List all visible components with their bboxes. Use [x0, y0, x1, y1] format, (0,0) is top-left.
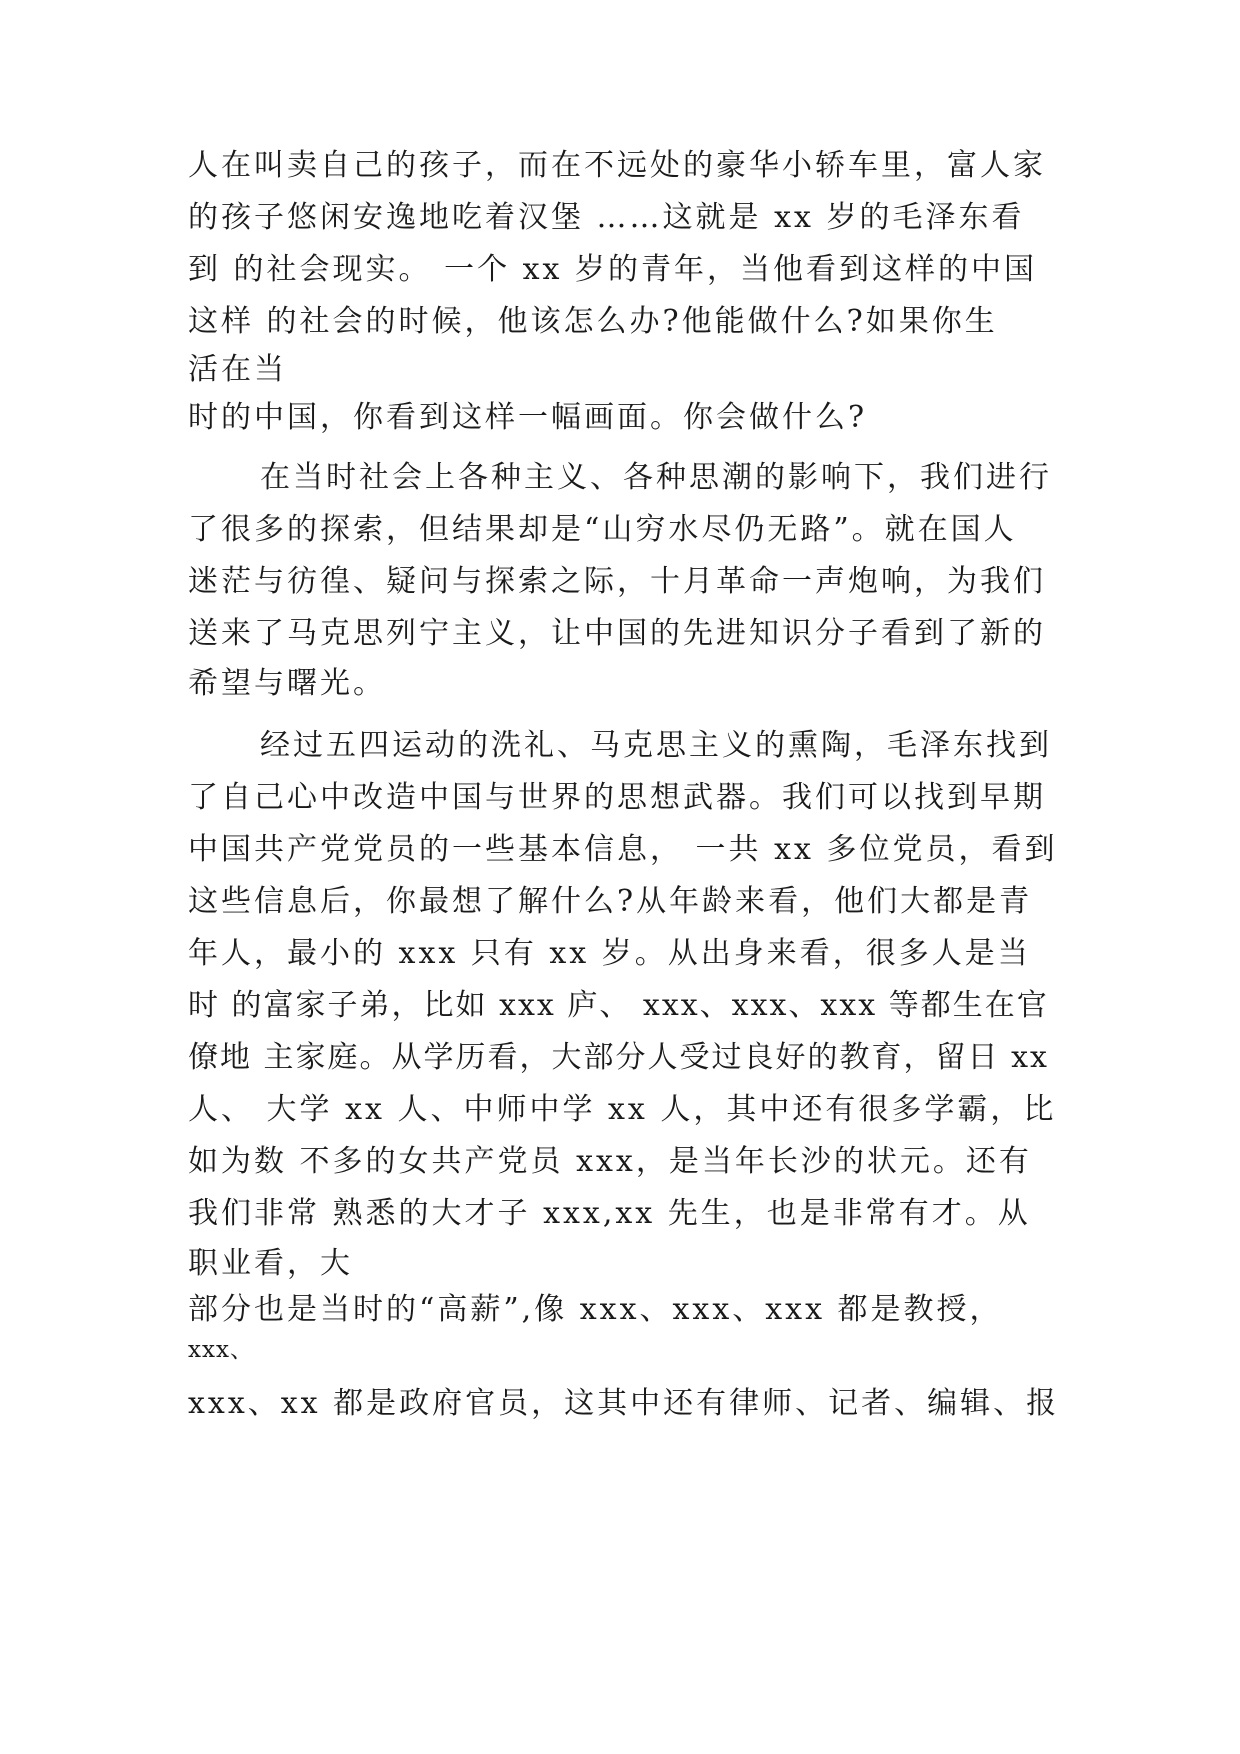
- body-text-line: xxx、xx 都是政府官员，这其中还有律师、记者、编辑、报: [188, 1386, 1060, 1421]
- body-text-line: 迷茫与彷徨、疑问与探索之际，十月革命一声炮响，为我们: [188, 564, 1046, 599]
- body-text-line: 年人，最小的 xxx 只有 xx 岁。从出身来看，很多人是当: [188, 936, 1031, 971]
- body-text-line: xxx、: [188, 1337, 254, 1363]
- body-text-line: 了自己心中改造中国与世界的思想武器。我们可以找到早期: [188, 780, 1046, 815]
- body-text-line: 时的中国，你看到这样一幅画面。你会做什么?: [188, 400, 868, 435]
- body-text-line: 人、 大学 xx 人、中师中学 xx 人，其中还有很多学霸，比: [188, 1092, 1057, 1127]
- body-text-line: 僚地 主家庭。从学历看，大部分人受过良好的教育，留日 xx: [188, 1040, 1049, 1075]
- body-text-line: 这些信息后，你最想了解什么?从年龄来看，他们大都是青: [188, 884, 1033, 919]
- body-text-line: 我们非常 熟悉的大才子 xxx,xx 先生，也是非常有才。从: [188, 1196, 1031, 1231]
- body-text-line: 了很多的探索，但结果却是“山穷水尽仍无路”。就在国人: [188, 512, 1017, 547]
- body-text-line: 这样 的社会的时候，他该怎么办?他能做什么?如果你生: [188, 304, 998, 339]
- body-text-line: 希望与曙光。: [188, 666, 386, 701]
- paragraph-first-line: 在当时社会上各种主义、各种思潮的影响下，我们进行: [260, 460, 1052, 495]
- paragraph-first-line: 经过五四运动的洗礼、马克思主义的熏陶，毛泽东找到: [260, 728, 1052, 763]
- body-text-line: 职业看，大: [188, 1246, 353, 1281]
- body-text-line: 如为数 不多的女共产党员 xxx，是当年长沙的状元。还有: [188, 1144, 1032, 1179]
- body-text-line: 送来了马克思列宁主义，让中国的先进知识分子看到了新的: [188, 616, 1046, 651]
- body-text-line: 时 的富家子弟，比如 xxx 庐、 xxx、xxx、xxx 等都生在官: [188, 988, 1049, 1023]
- body-text-line: 活在当: [188, 352, 287, 387]
- body-text-line: 人在叫卖自己的孩子，而在不远处的豪华小轿车里，富人家: [188, 148, 1046, 183]
- body-text-line: 的孩子悠闲安逸地吃着汉堡 ……这就是 xx 岁的毛泽东看: [188, 200, 1025, 235]
- body-text-line: 到 的社会现实。 一个 xx 岁的青年，当他看到这样的中国: [188, 252, 1037, 287]
- body-text-line: 部分也是当时的“高薪”,像 xxx、xxx、xxx 都是教授，: [188, 1292, 1003, 1327]
- body-text-line: 中国共产党党员的一些基本信息， 一共 xx 多位党员，看到: [188, 832, 1058, 867]
